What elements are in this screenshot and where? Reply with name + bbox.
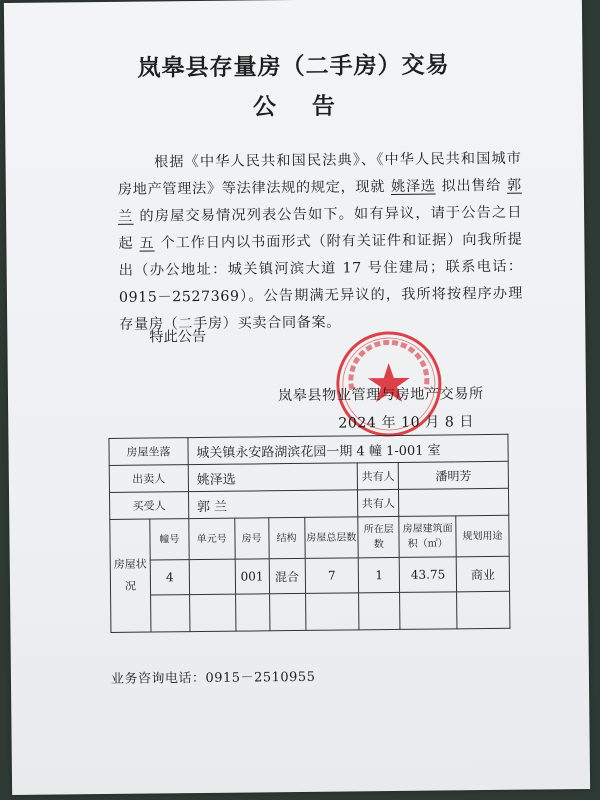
issuer-signature: 岚皋县物业管理与房地产交易所 bbox=[277, 386, 484, 405]
empty-cell bbox=[235, 594, 269, 631]
empty-cell bbox=[269, 593, 305, 630]
seller-name: 姚泽选 bbox=[390, 178, 436, 196]
notice-body bbox=[117, 146, 523, 339]
body-text-4: 个工作日内以书面形式（附有关证件和证据）向我所提出（办公地址：城关镇河滨大道 17 号住建局；联系电话：0915－2527369）。公告期满无异议的，我所将按程序办理存量房（二手房）买卖合同备案。 bbox=[118, 231, 524, 333]
empty-cell bbox=[189, 594, 235, 631]
buyer-name: 郭 兰 bbox=[118, 177, 522, 225]
col-header: 单元号 bbox=[189, 518, 235, 559]
col-header: 幢号 bbox=[150, 519, 189, 560]
property-table bbox=[108, 434, 510, 633]
address-label: 房屋坐落 bbox=[109, 438, 188, 466]
value-cell: 43.75 bbox=[399, 557, 456, 593]
empty-cell bbox=[400, 592, 457, 630]
empty-cell bbox=[150, 595, 189, 632]
notice-date: 2024 年 10 月 8 日 bbox=[338, 414, 475, 432]
col-header: 房屋总层数 bbox=[304, 517, 358, 559]
value-cell: 4 bbox=[150, 560, 189, 595]
closing-phrase: 特此公告 bbox=[149, 328, 207, 346]
co-owner-value: 潘明芳 bbox=[398, 461, 508, 489]
co-owner-value bbox=[399, 488, 509, 516]
col-header: 房屋建筑面积（㎡） bbox=[399, 516, 456, 558]
value-cell: 1 bbox=[359, 557, 400, 592]
notice-paper bbox=[4, 0, 590, 795]
status-label: 房屋状况 bbox=[110, 519, 151, 632]
co-owner-label: 共有人 bbox=[358, 489, 399, 516]
co-owner-label: 共有人 bbox=[358, 462, 399, 489]
property-address: 城关镇永安路湖滨花园一期 4 幢 1-001 室 bbox=[188, 434, 508, 464]
objection-days: 五 bbox=[139, 235, 155, 252]
col-header: 结构 bbox=[268, 517, 304, 558]
empty-cell bbox=[457, 591, 510, 629]
seller-value: 姚泽选 bbox=[188, 463, 358, 492]
notice-subtitle: 公告 bbox=[252, 93, 372, 121]
seller-label: 出卖人 bbox=[109, 465, 188, 493]
col-header: 规划用途 bbox=[456, 515, 509, 557]
buyer-value: 郭 兰 bbox=[188, 490, 358, 519]
consult-phone: 业务咨询电话：0915－2510955 bbox=[110, 669, 316, 687]
body-text-3: 的房屋交易情况列表公告如下。如有异议，请于公告之日起 bbox=[118, 204, 523, 252]
empty-cell bbox=[305, 593, 359, 631]
notice-title: 岚皋县存量房（二手房）交易 bbox=[137, 52, 450, 82]
value-cell: 001 bbox=[235, 559, 269, 594]
col-header: 所在层数 bbox=[358, 516, 399, 557]
value-cell: 商业 bbox=[456, 556, 509, 592]
col-header: 房号 bbox=[234, 518, 268, 559]
value-cell: 混合 bbox=[269, 558, 305, 593]
body-text-1: 根据《中华人民共和国民法典》、《中华人民共和国城市房地产管理法》等法律法规的规定，现就 bbox=[117, 150, 522, 198]
body-text-2: 拟出售给 bbox=[441, 177, 502, 195]
value-cell bbox=[189, 559, 235, 594]
buyer-label: 买受人 bbox=[109, 492, 188, 520]
value-cell: 7 bbox=[305, 558, 359, 594]
empty-cell bbox=[359, 592, 400, 629]
